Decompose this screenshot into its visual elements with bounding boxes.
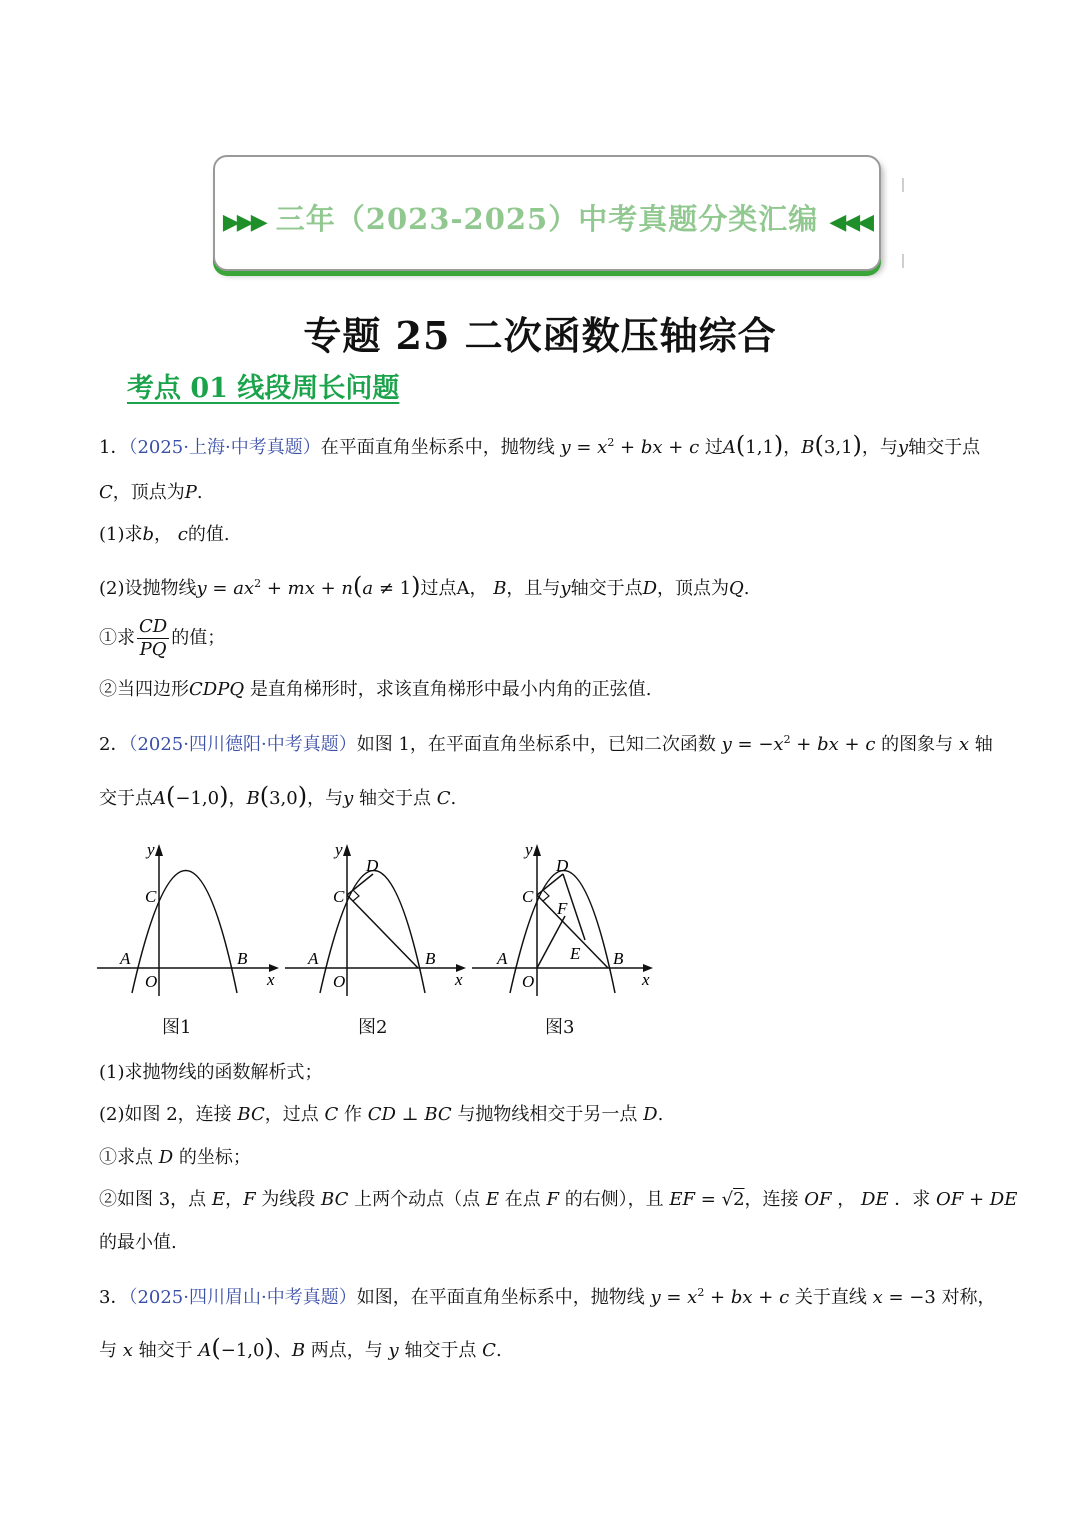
q1-part1: (1)求b， c的值. [99, 524, 230, 545]
svg-text:y: y [147, 840, 155, 859]
q2-stem: 2．（2025·四川德阳·中考真题）如图 1，在平面直角坐标系中，已知二次函数 $y = -x^2$ + bx + c 的图象与 x 轴 [99, 733, 993, 755]
svg-text:O: O [522, 972, 535, 991]
left-arrows-icon: ◀◀◀ [829, 209, 872, 235]
right-arrows-icon: ▶▶▶ [222, 209, 265, 235]
q1-source: （2025·上海·中考真题） [128, 437, 321, 458]
svg-text:A: A [497, 949, 508, 968]
q1-stem: 1．（2025·上海·中考真题）在平面直角坐标系中，抛物线 $y = x^2$ + bx + c 过A(1,1)，B(3,1)，与y轴交于点 [99, 431, 981, 459]
q3-stem-line2: 与 x 轴交于 A(−1,0)、B 两点，与 y 轴交于点 C. [99, 1334, 502, 1362]
svg-text:D: D [556, 856, 569, 875]
q1-sub2: ②当四边形CDPQ 是直角梯形时，求该直角梯形中最小内角的正弦值. [99, 679, 652, 700]
svg-text:x: x [642, 970, 650, 989]
svg-text:C: C [145, 887, 157, 906]
svg-text:C: C [333, 887, 345, 906]
margin-mark [902, 254, 904, 268]
fraction-cd-pq: $\frac{CD}{PQ}$ [139, 616, 168, 660]
q2-source: （2025·四川德阳·中考真题） [128, 734, 357, 755]
q2-part2: (2)如图 2，连接 BC，过点 C 作 CD ⊥ BC 与抛物线相交于另一点 D. [99, 1104, 664, 1125]
banner-heading: ▶▶▶ 三年（2023-2025）中考真题分类汇编 ◀◀◀ [222, 202, 872, 236]
q2-sub2: ②如图 3，点 E，F 为线段 BC 上两个动点（点 E 在点 F 的右侧），且 EF = √2，连接 OF ， DE ．求 OF + DE [99, 1189, 1018, 1210]
svg-text:D: D [366, 856, 379, 875]
svg-text:B: B [425, 949, 436, 968]
svg-text:B: B [237, 949, 248, 968]
figure-2-caption: 图2 [358, 1017, 388, 1038]
q2-stem-line2: 交于点A(−1,0)，B(3,0)，与y 轴交于点 C. [99, 782, 457, 810]
svg-text:O: O [333, 972, 346, 991]
figure-3-caption: 图3 [545, 1017, 575, 1038]
q2-sub2-line2: 的最小值. [99, 1232, 177, 1253]
figure-1-graph [97, 838, 287, 998]
svg-text:x: x [455, 970, 463, 989]
svg-text:C: C [522, 887, 534, 906]
svg-text:y: y [335, 840, 343, 859]
q3-stem: 3．（2025·四川眉山·中考真题）如图，在平面直角坐标系中，抛物线 $y = x^2$ + bx + c 关于直线 x = −3 对称， [99, 1286, 996, 1308]
figure-2-graph [285, 838, 475, 998]
q2-part1: (1)求抛物线的函数解析式； [99, 1062, 323, 1083]
figure-1-caption: 图1 [162, 1017, 192, 1038]
svg-text:B: B [613, 949, 624, 968]
q2-sub1: ①求点 D 的坐标； [99, 1147, 251, 1168]
margin-mark [902, 178, 904, 192]
svg-text:F: F [557, 899, 568, 918]
page-title: 专题 25 二次函数压轴综合 [303, 313, 777, 358]
svg-text:x: x [267, 970, 275, 989]
figure-3-graph [472, 838, 662, 998]
title-banner [213, 155, 881, 271]
q1-part2: (2)设抛物线$y = ax^2$ + mx + n(a ≠ 1)过点A， B，且与y轴交于点D，顶点为Q. [99, 572, 750, 600]
section-heading: 考点 01 线段周长问题 [127, 373, 400, 404]
svg-text:y: y [525, 840, 533, 859]
svg-text:A: A [120, 949, 131, 968]
svg-text:E: E [570, 944, 581, 963]
q3-source: （2025·四川眉山·中考真题） [128, 1287, 357, 1308]
svg-text:O: O [145, 972, 158, 991]
q1-sub1: ①求 $\frac{CD}{PQ}$ 的值； [99, 616, 226, 660]
q1-stem-line2: C，顶点为P. [99, 482, 203, 503]
svg-text:A: A [308, 949, 319, 968]
